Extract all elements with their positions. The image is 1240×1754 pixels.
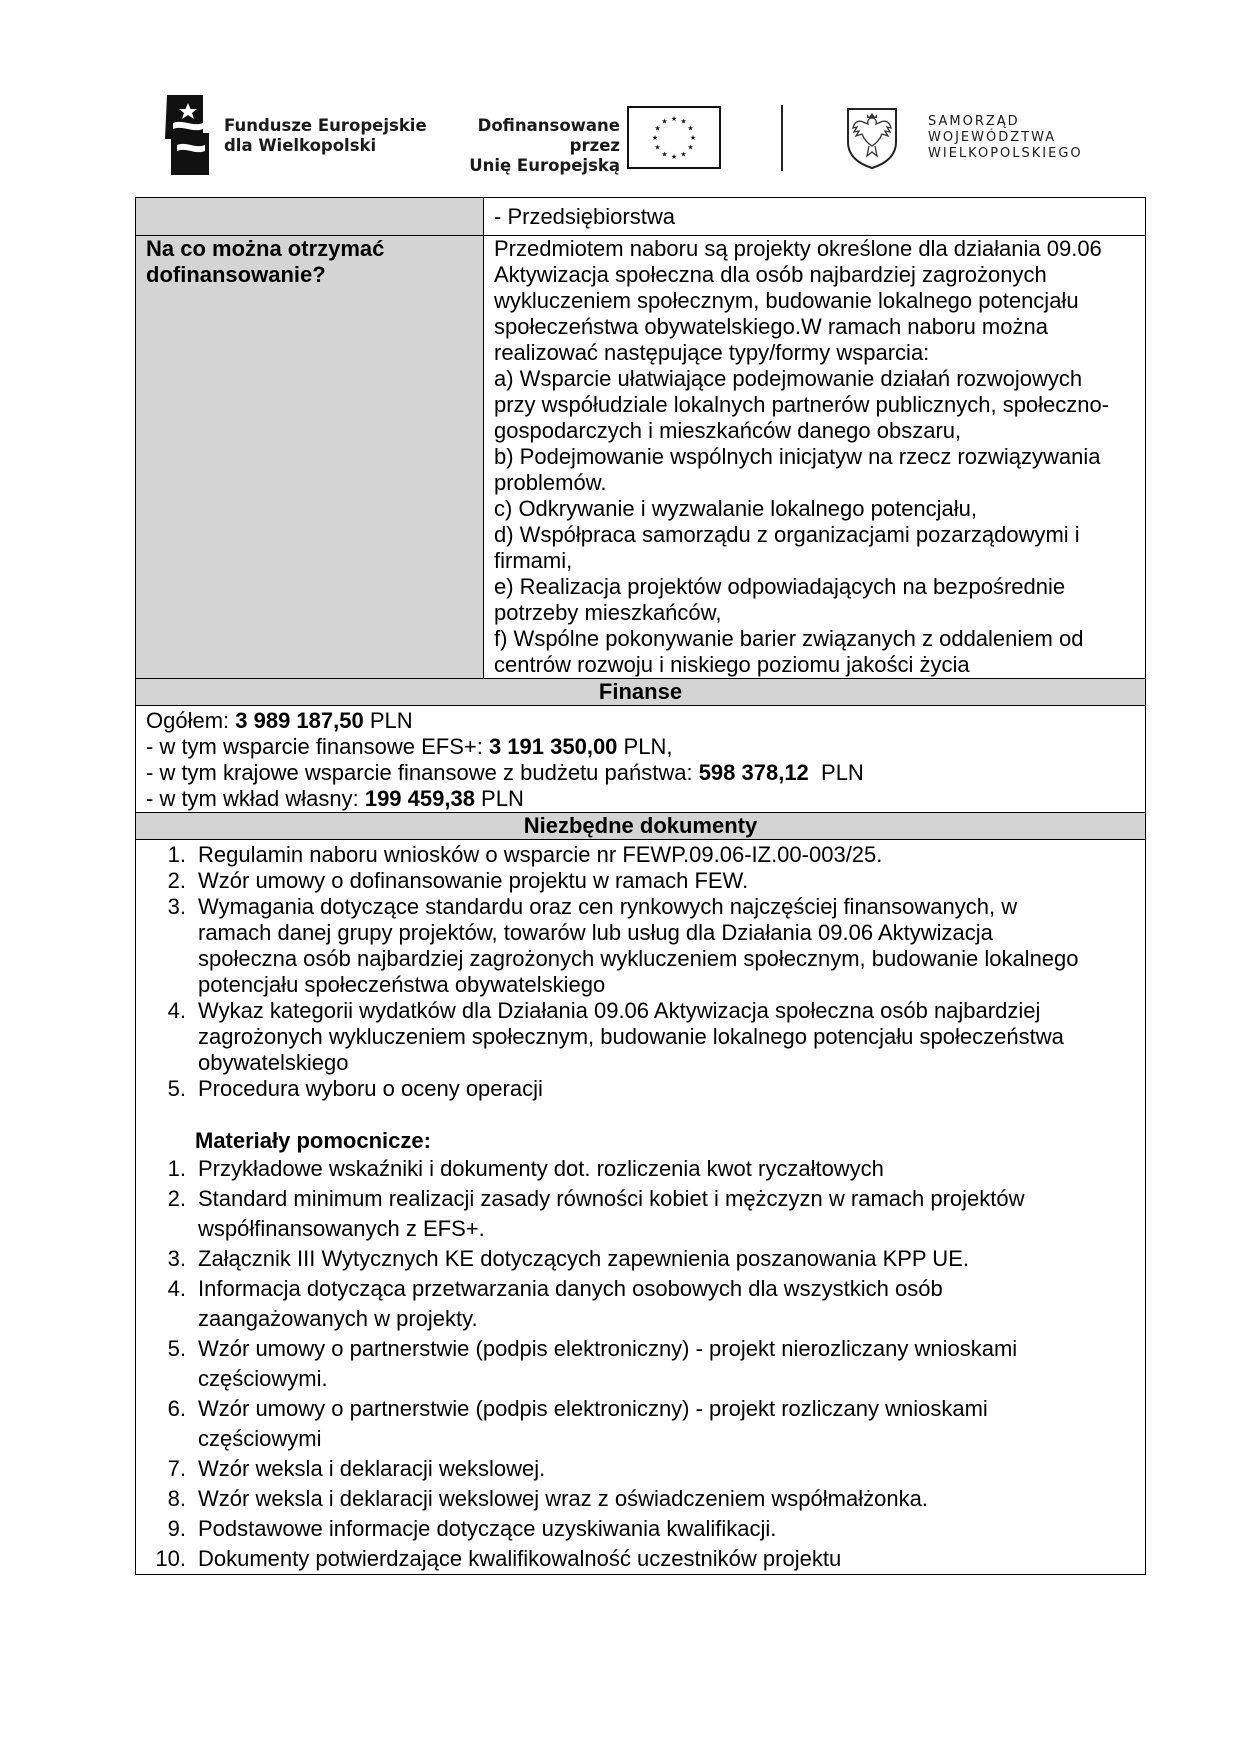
finance-row	[136, 706, 1145, 813]
list-item-line: Wzór weksla i deklaracji wekslowej wraz z oświadczeniem współmałżonka.	[198, 1486, 928, 1511]
desc-line: f) Wspólne pokonywanie barier związanych z oddaleniem od	[494, 626, 1084, 651]
list-item-number: 10.	[155, 1546, 186, 1571]
list-item-text	[198, 1184, 1135, 1244]
list-item-line: Wzór umowy o partnerstwie (podpis elektroniczny) - projekt rozliczany wnioskami	[198, 1396, 988, 1421]
list-item	[146, 1454, 1135, 1484]
finance-national-value: 598 378,12	[698, 760, 809, 785]
desc-line: firmami,	[494, 548, 573, 573]
list-item	[146, 842, 1135, 868]
row-value	[484, 198, 1145, 235]
eu-funding-text	[438, 116, 620, 176]
list-item-number: 9.	[167, 1516, 186, 1541]
finance-own-value: 199 459,38	[364, 786, 475, 811]
list-item-text	[198, 1544, 1135, 1574]
fundusze-europejskie-text	[224, 116, 427, 156]
documents-heading-row	[136, 813, 1145, 840]
eu-line-2: Unię Europejską	[469, 156, 620, 175]
list-item-line: Standard minimum realizacji zasady równości kobiet i mężczyzn w ramach projektów	[198, 1186, 1025, 1211]
list-item-number: 2.	[167, 1186, 186, 1211]
list-item-number: 6.	[167, 1396, 186, 1421]
finance-heading-row	[136, 679, 1145, 706]
list-item-number: 8.	[167, 1486, 186, 1511]
finance-own-label: - w tym wkład własny:	[146, 786, 365, 811]
what-is-funded-description	[484, 236, 1145, 678]
list-item	[146, 894, 1135, 998]
finance-total-unit: PLN	[363, 708, 413, 733]
eu-line-1: Dofinansowane przez	[477, 116, 620, 155]
info-table	[135, 197, 1146, 1575]
list-item-text	[198, 1076, 1135, 1102]
materials-heading: Materiały pomocnicze:	[195, 1128, 431, 1153]
list-item-text	[198, 868, 1135, 894]
list-item	[146, 868, 1135, 894]
list-item-line: Wzór weksla i deklaracji wekslowej.	[198, 1456, 546, 1481]
list-item-line: Regulamin naboru wniosków o wsparcie nr FEWP.09.06-IZ.00-003/25.	[198, 842, 883, 867]
row-label-empty	[136, 198, 484, 235]
list-item-line: Przykładowe wskaźniki i dokumenty dot. rozliczenia kwot ryczałtowych	[198, 1156, 884, 1181]
list-item-number: 2.	[167, 868, 186, 893]
list-item-line: Wzór umowy o partnerstwie (podpis elektroniczny) - projekt nierozliczany wnioskami	[198, 1336, 1018, 1361]
desc-line: problemów.	[494, 470, 607, 495]
row-what-is-funded	[136, 236, 1145, 679]
list-item-line: Dokumenty potwierdzające kwalifikowalność uczestników projektu	[198, 1546, 842, 1571]
eu-star-icon: ★	[670, 154, 678, 161]
list-item	[146, 1154, 1135, 1184]
list-item-number: 3.	[167, 1246, 186, 1271]
list-item-line: Informacja dotycząca przetwarzania danych osobowych dla wszystkich osób	[198, 1276, 943, 1301]
finance-own-contribution	[146, 786, 1135, 812]
eu-star-icon: ★	[680, 151, 687, 159]
desc-line: wykluczeniem społecznym, budowanie lokalnego potencjału	[494, 288, 1079, 313]
list-item-number: 3.	[167, 894, 186, 919]
documents-content	[136, 840, 1145, 1574]
list-item	[146, 1076, 1135, 1102]
list-item-text	[198, 1484, 1135, 1514]
list-item-number: 5.	[167, 1076, 186, 1101]
finance-efs	[146, 734, 1135, 760]
list-item-number: 1.	[167, 1156, 186, 1181]
list-item	[146, 1274, 1135, 1334]
list-item-number: 7.	[167, 1456, 186, 1481]
desc-line: gospodarczych i mieszkańców danego obszaru,	[494, 418, 962, 443]
eu-flag-icon	[627, 106, 721, 169]
eu-star-icon: ★	[651, 135, 659, 142]
list-item	[146, 1514, 1135, 1544]
list-item	[146, 1244, 1135, 1274]
list-item-line: Załącznik III Wytycznych KE dotyczących zapewnienia poszanowania KPP UE.	[198, 1246, 969, 1271]
logo-bar	[0, 0, 1240, 190]
list-item	[146, 1394, 1135, 1454]
list-item-text	[198, 998, 1135, 1076]
sw-line-3: WIELKOPOLSKIEGO	[928, 146, 1083, 161]
list-item-text	[198, 1514, 1135, 1544]
list-item-line: społeczna osób najbardziej zagrożonych wykluczeniem społecznym, budowanie lokalnego	[198, 946, 1079, 971]
finance-heading: Finanse	[598, 679, 683, 704]
eu-star-icon: ★	[670, 116, 678, 123]
desc-line: c) Odkrywanie i wyzwalanie lokalnego potencjału,	[494, 496, 978, 521]
list-item-number: 5.	[167, 1336, 186, 1361]
desc-line: e) Realizacja projektów odpowiadających na bezpośrednie	[494, 574, 1066, 599]
eu-star-icon: ★	[687, 144, 694, 152]
wielkopolska-crest-icon	[845, 106, 899, 170]
list-item-line: obywatelskiego	[198, 1050, 349, 1075]
label-line-1: Na co można otrzymać	[146, 236, 385, 261]
list-item-number: 4.	[167, 998, 186, 1023]
finance-details	[136, 706, 1145, 812]
list-item-text	[198, 1454, 1135, 1484]
beneficiary-item: - Przedsiębiorstwa	[494, 204, 675, 229]
sw-line-1: SAMORZĄD	[928, 114, 1020, 129]
support-materials-list	[146, 1154, 1135, 1574]
eu-star-icon: ★	[654, 125, 661, 133]
desc-line: d) Współpraca samorządu z organizacjami pozarządowymi i	[494, 522, 1080, 547]
list-item-line: częściowymi	[198, 1426, 322, 1451]
list-item-number: 1.	[167, 842, 186, 867]
desc-line: przy współudziale lokalnych partnerów publicznych, społeczno-	[494, 392, 1110, 417]
list-item-text	[198, 1394, 1135, 1454]
finance-efs-unit: PLN,	[617, 734, 673, 759]
finance-total	[146, 708, 1135, 734]
sw-line-2: WOJEWÓDZTWA	[928, 130, 1057, 145]
list-item-text	[198, 842, 1135, 868]
list-item	[146, 1544, 1135, 1574]
list-item	[146, 1484, 1135, 1514]
row-beneficiaries-continued	[136, 198, 1145, 236]
required-documents-list	[146, 842, 1135, 1102]
eu-star-icon: ★	[661, 118, 668, 126]
list-item-text	[198, 894, 1135, 998]
list-item-line: zaangażowanych w projekty.	[198, 1306, 478, 1331]
finance-efs-value: 3 191 350,00	[488, 734, 618, 759]
samorzad-text	[928, 114, 1083, 162]
desc-line: b) Podejmowanie wspólnych inicjatyw na rzecz rozwiązywania	[494, 444, 1101, 469]
list-item	[146, 1184, 1135, 1244]
finance-total-label: Ogółem:	[146, 708, 236, 733]
row-label	[136, 236, 484, 678]
list-item-line: częściowymi.	[198, 1366, 328, 1391]
list-item	[146, 998, 1135, 1076]
list-item-line: Podstawowe informacje dotyczące uzyskiwania kwalifikacji.	[198, 1516, 777, 1541]
finance-efs-label: - w tym wsparcie finansowe EFS+:	[146, 734, 489, 759]
list-item-line: Wzór umowy o dofinansowanie projektu w ramach FEW.	[198, 868, 749, 893]
documents-row	[136, 840, 1145, 1574]
label-line-2: dofinansowanie?	[146, 262, 326, 287]
list-item-number: 4.	[167, 1276, 186, 1301]
finance-own-unit: PLN	[474, 786, 524, 811]
finance-total-value: 3 989 187,50	[235, 708, 364, 733]
eu-star-icon: ★	[687, 125, 694, 133]
desc-line: społeczeństwa obywatelskiego.W ramach naboru można	[494, 314, 1048, 339]
list-item-line: potencjału społeczeństwa obywatelskiego	[198, 972, 606, 997]
desc-line: Aktywizacja społeczna dla osób najbardziej zagrożonych	[494, 262, 1047, 287]
list-item-line: zagrożonych wykluczeniem społecznym, budowanie lokalnego potencjału społeczeństwa	[198, 1024, 1064, 1049]
fe-line-1: Fundusze Europejskie	[224, 116, 427, 135]
logo-divider	[781, 105, 783, 171]
eu-star-icon: ★	[654, 144, 661, 152]
list-item-line: Wymagania dotyczące standardu oraz cen rynkowych najczęściej finansowanych, w	[198, 894, 1018, 919]
list-item-line: Procedura wyboru o oceny operacji	[198, 1076, 543, 1101]
eu-star-icon: ★	[680, 118, 687, 126]
eu-star-icon: ★	[689, 135, 697, 142]
list-item-line: ramach danej grupy projektów, towarów lub usług dla Działania 09.06 Aktywizacja	[198, 920, 993, 945]
list-item-text	[198, 1244, 1135, 1274]
desc-line: potrzeby mieszkańców,	[494, 600, 722, 625]
desc-line: realizować następujące typy/formy wsparcia:	[494, 340, 930, 365]
finance-national-unit: PLN	[808, 760, 864, 785]
eu-star-icon: ★	[661, 151, 668, 159]
fe-line-2: dla Wielkopolski	[224, 136, 377, 155]
list-item	[146, 1334, 1135, 1394]
finance-national	[146, 760, 1135, 786]
desc-line: centrów rozwoju i niskiego poziomu jakości życia	[494, 652, 970, 677]
list-item-text	[198, 1274, 1135, 1334]
fundusze-europejskie-logo-icon	[163, 93, 211, 177]
desc-line: Przedmiotem naboru są projekty określone dla działania 09.06	[494, 236, 1102, 261]
desc-line: a) Wsparcie ułatwiające podejmowanie działań rozwojowych	[494, 366, 1083, 391]
documents-heading: Niezbędne dokumenty	[523, 813, 758, 838]
list-item-text	[198, 1154, 1135, 1184]
list-item-line: Wykaz kategorii wydatków dla Działania 09.06 Aktywizacja społeczna osób najbardziej	[198, 998, 1041, 1023]
list-item-line: współfinansowanych z EFS+.	[198, 1216, 485, 1241]
list-item-text	[198, 1334, 1135, 1394]
finance-national-label: - w tym krajowe wsparcie finansowe z budżetu państwa:	[146, 760, 699, 785]
